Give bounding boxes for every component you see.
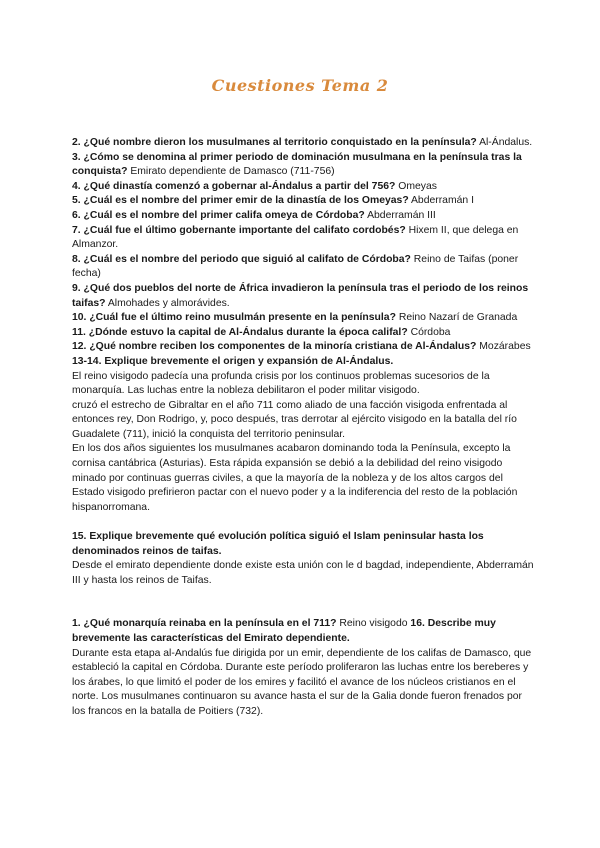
answer-text: Desde el emirato dependiente donde existe esta unión con le d bagdad, independiente, Abderramán III y hasta los reinos de Taifas. — [72, 560, 534, 586]
question-text: 7. ¿Cuál fue el último gobernante importante del califato cordobés? — [72, 224, 406, 236]
question-item — [72, 151, 534, 180]
question-item — [72, 253, 534, 282]
page-title: Cuestiones Tema 2 — [211, 76, 389, 95]
question-15 — [72, 530, 534, 588]
question-item — [72, 180, 534, 195]
question-text: 10. ¿Cuál fue el último reino musulmán presente en la península? — [72, 312, 396, 324]
question-text: 13-14. Explique brevemente el origen y expansión de Al-Ándalus. — [72, 355, 394, 367]
question-text: 3. ¿Cómo se denomina al primer periodo de dominación musulmana en la península tras la conquista? — [72, 151, 522, 178]
answer-text: Mozárabes — [479, 341, 531, 353]
question-text: 16. Describe muy brevemente las características del Emirato dependiente. — [72, 618, 496, 644]
answer-paragraph: Durante esta etapa al-Andalús fue dirigida por un emir, dependiente de los califas de Damasco, que estableció la capital en Córdoba. Durante este período proliferaron las luchas entre los bereberes y los árabes, lo que limitó el poder de los emires y facilitó el avance de los núcleos cristianos en el norte. Los musulmanes continuaron su avance hasta el sur de la Galia donde fueron frenados por los francos en la batalla de Poitiers (732). — [72, 647, 532, 717]
question-item — [72, 311, 534, 326]
question-text: 15. Explique brevemente qué evolución política siguió el Islam peninsular hasta los denominados reinos de taifas. — [72, 531, 484, 557]
document-body — [72, 136, 534, 720]
answer-text: Hixem II, que delega en Almanzor. — [72, 224, 519, 251]
question-item — [72, 282, 534, 311]
answer-paragraph: El reino visigodo padecía una profunda crisis por los continuos problemas sucesorios de la monarquía. Las luchas entre la nobleza debilitaron el poder militar visigodo. — [72, 370, 490, 397]
answer-text: Abderramán I — [411, 195, 474, 207]
answer-text: Abderramán III — [367, 209, 436, 221]
question-item — [72, 136, 534, 151]
answer-text: Córdoba — [410, 326, 451, 338]
question-text: 8. ¿Cuál es el nombre del periodo que siguió al califato de Córdoba? — [72, 253, 411, 265]
question-item — [72, 326, 534, 341]
question-item — [72, 224, 534, 253]
answer-text: Reino Nazarí de Granada — [398, 312, 518, 324]
answer-text: Reino de Taifas (poner fecha) — [72, 253, 519, 280]
answer-text: Reino visigodo — [339, 618, 408, 630]
question-13-14 — [72, 355, 534, 516]
question-item — [72, 194, 534, 209]
answer-paragraph: En los dos años siguientes los musulmanes acabaron dominando toda la Península, excepto la cornisa cantábrica (Asturias). Esta rápida expansión se debió a la debilidad del reino visigodo minado por continuas guerras civiles, a que la mayoría de la nobleza y de los altos cargos del Estado visigodo prefirieron pactar con el nuevo poder y a la indiferencia del resto de la población hispanorromana. — [72, 443, 518, 513]
question-item — [72, 340, 534, 355]
question-1-and-16 — [72, 617, 534, 719]
question-text: 9. ¿Qué dos pueblos del norte de África invadieron la península tras el periodo de los reinos taifas? — [72, 282, 529, 309]
question-text: 6. ¿Cuál es el nombre del primer califa omeya de Córdoba? — [72, 209, 365, 221]
question-list — [72, 136, 534, 355]
answer-text: Emirato dependiente de Damasco (711-756) — [130, 166, 335, 178]
question-item — [72, 209, 534, 224]
question-text: 1. ¿Qué monarquía reinaba en la península en el 711? — [72, 618, 337, 630]
answer-paragraph: cruzó el estrecho de Gibraltar en el año 711 como aliado de una facción visigoda enfrentada al entonces rey, Don Rodrigo, y, poco después, tras derrotar al ejército visigodo en la batalla del río Guadalete (711), inició la conquista del territorio peninsular. — [72, 399, 517, 440]
answer-text: Almohades y almorávides. — [107, 297, 230, 309]
question-text: 5. ¿Cuál es el nombre del primer emir de la dinastía de los Omeyas? — [72, 195, 409, 207]
question-text: 12. ¿Qué nombre reciben los componentes de la minoría cristiana de Al-Ándalus? — [72, 341, 477, 353]
answer-text: Omeyas — [398, 180, 437, 192]
question-text: 4. ¿Qué dinastía comenzó a gobernar al-Ándalus a partir del 756? — [72, 180, 396, 192]
question-text: 11. ¿Dónde estuvo la capital de Al-Ándalus durante la época califal? — [72, 326, 408, 338]
question-text: 2. ¿Qué nombre dieron los musulmanes al territorio conquistado en la península? — [72, 137, 477, 148]
answer-text: Al-Ándalus. — [479, 137, 533, 148]
